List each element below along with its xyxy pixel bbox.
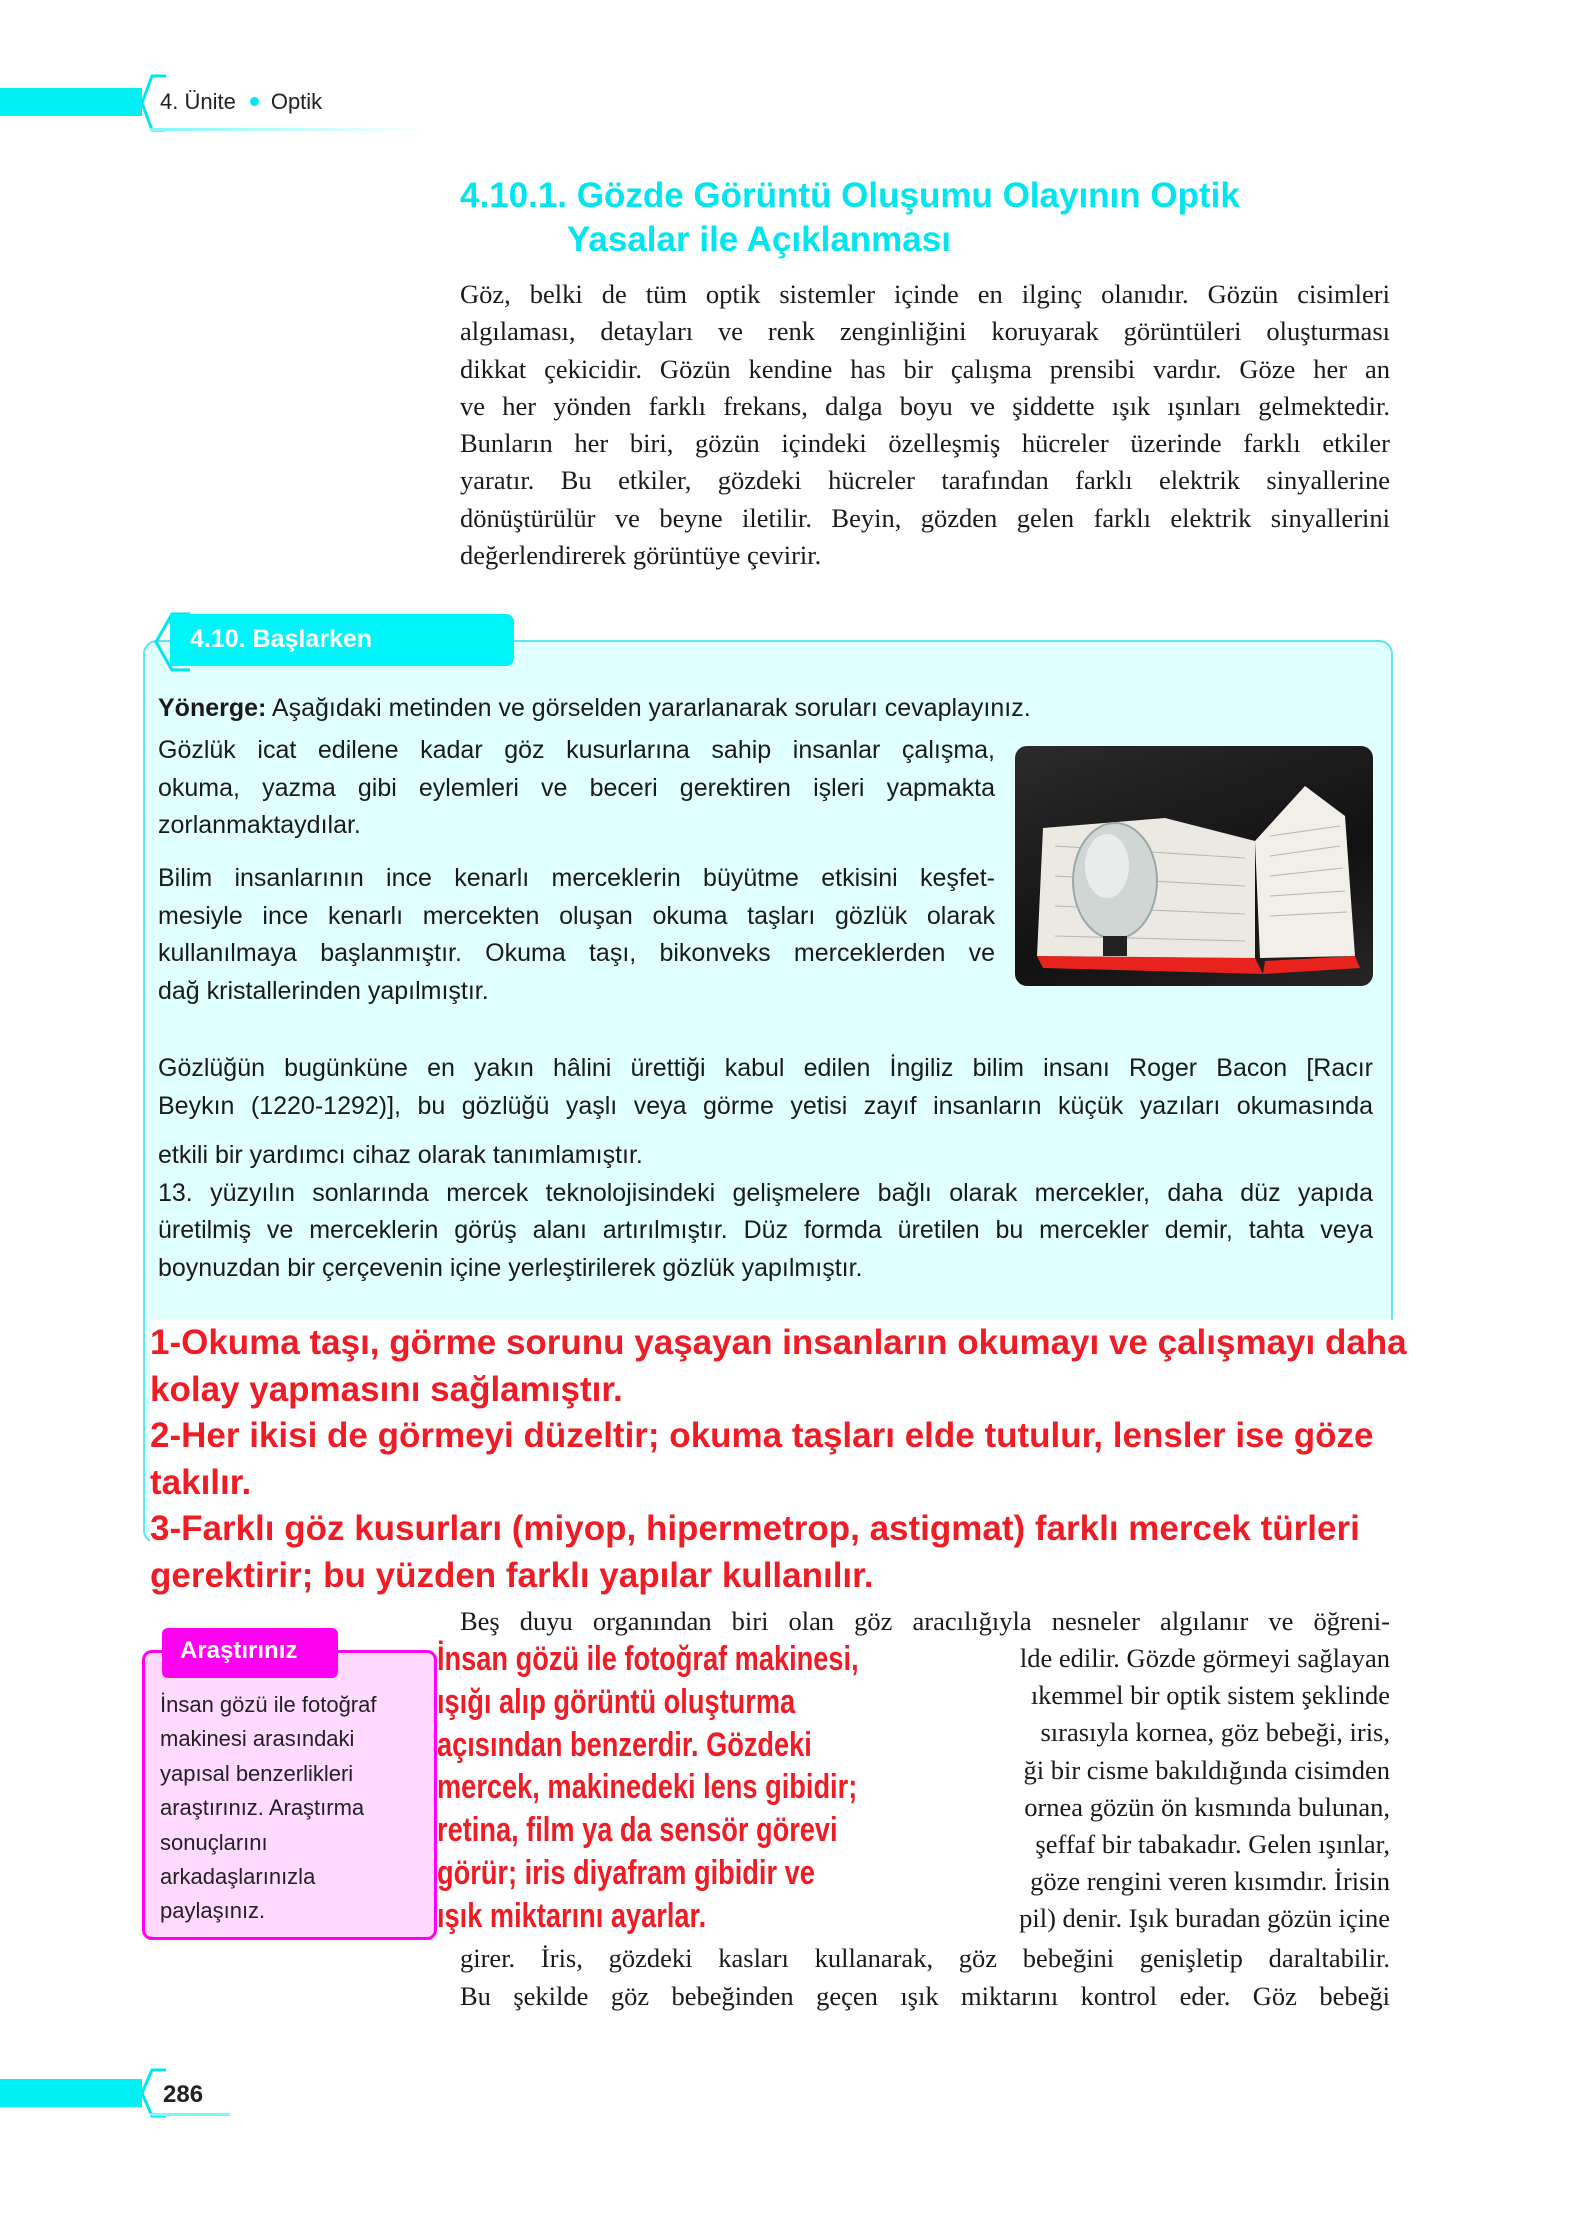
title-line: Yasalar ile Açıklanması	[567, 220, 951, 259]
body-text	[460, 1940, 1390, 2015]
footer-accent-bar	[0, 2079, 142, 2107]
answers-overlay	[150, 1320, 1450, 1595]
text-line: arkadaşlarınızla	[160, 1864, 316, 1890]
answer-line: 1-Okuma taşı, görme sorunu yaşayan insanların okumayı ve çalışmayı daha	[150, 1323, 1407, 1362]
text-line: sırasıyla kornea, göz bebeği, iris,	[1040, 1717, 1390, 1748]
text-line: Bilim insanlarının ince kenarlı merceklerin büyütme etkisini keşfet-	[158, 864, 995, 892]
text-line: Göz, belki de tüm optik sistemler içinde en ilginç olanıdır. Gözün cisimleri	[460, 279, 1390, 309]
answer-line: retina, film ya da sensör görevi	[437, 1811, 838, 1850]
text-line: algılaması, detayları ve renk zenginliğini koruyarak görüntüleri oluşturması	[460, 316, 1390, 347]
breadcrumb-unit: 4. Ünite	[160, 89, 236, 114]
text-line: dikkat çekicidir. Gözün kendine has bir çalışma prensibi vardır. Göze her an	[460, 353, 1390, 384]
text-line: dağ kristallerinden yapılmıştır.	[158, 976, 489, 1005]
text-line: yapısal benzerlikleri	[160, 1760, 354, 1786]
answer-line: takılır.	[150, 1462, 252, 1502]
intro-paragraph	[460, 276, 1390, 574]
answer-line: ışık miktarını ayarlar.	[437, 1896, 707, 1935]
text-line: ornea gözün ön kısmında bulunan,	[1024, 1791, 1390, 1822]
starter-paragraph	[158, 1050, 1373, 1287]
answer-line: mercek, makinedeki lens gibidir;	[437, 1768, 858, 1807]
research-tab-label: Araştırınız	[180, 1637, 298, 1664]
text-line: üretilmiş ve merceklerin görüş alanı artırılmıştır. Düz formda üretilen bu mercekler demir, tahta veya	[158, 1216, 1373, 1244]
answer-line: görür; iris diyafram gibidir ve	[437, 1853, 815, 1892]
text-line: lde edilir. Gözde görmeyi sağlayan	[1019, 1643, 1390, 1673]
text-line: zorlanmaktaydılar.	[158, 811, 361, 839]
text-line: şeffaf bir tabakadır. Gelen ışınlar,	[1035, 1829, 1390, 1860]
directive-text: Aşağıdaki metinden ve görselden yararlanarak soruları cevaplayınız.	[266, 694, 1031, 722]
text-line: dönüştürülür ve beyne iletilir. Beyin, gözden gelen farklı elektrik sinyallerini	[460, 502, 1390, 533]
answer-line: açısından benzerdir. Gözdeki	[437, 1725, 812, 1764]
text-line: yaratır. Bu etkiler, gözdeki hücreler tarafından farklı elektrik sinyallerine	[460, 465, 1390, 496]
section-title	[460, 174, 1240, 262]
text-line: araştırınız. Araştırma	[160, 1795, 365, 1821]
footer-underline	[150, 2113, 230, 2116]
text-line: göze rengini veren kısımdır. İrisin	[1030, 1866, 1390, 1897]
breadcrumb-topic: Optik	[270, 89, 323, 114]
text-line: Bu şekilde göz bebeğinden geçen ışık miktarını kontrol eder. Göz bebeği	[460, 1980, 1390, 2011]
text-line: girer. İris, gözdeki kasları kullanarak, göz bebeğini genişletip daraltabilir.	[460, 1943, 1390, 1973]
starter-paragraph	[158, 860, 995, 1010]
page-number: 286	[163, 2081, 204, 2108]
text-line: 13. yüzyılın sonlarında mercek teknolojisindeki gelişmelere bağlı olarak mercekler, daha düz yapıda	[158, 1178, 1373, 1207]
text-line: İnsan gözü ile fotoğraf	[160, 1692, 377, 1717]
text-line: boynuzdan bir çerçevenin içine yerleştirilerek gözlük yapılmıştır.	[158, 1253, 863, 1282]
directive-label: Yönerge:	[158, 694, 267, 722]
text-line: ve her yönden farklı frekans, dalga boyu ve şiddette ışık ışınları gelmektedir.	[460, 390, 1390, 421]
starter-paragraph	[158, 732, 995, 845]
text-line: sonuçlarını	[160, 1829, 268, 1855]
text-line: Bunların her biri, gözün içindeki özelleşmiş hücreler üzerinde farklı etkiler	[460, 428, 1390, 459]
answer-line: 3-Farklı göz kusurları (miyop, hipermetrop, astigmat) farklı mercek türleri	[150, 1509, 1360, 1548]
research-text	[160, 1688, 376, 1929]
text-line: ıkemmel bir optik sistem şeklinde	[1030, 1680, 1390, 1711]
breadcrumb	[160, 89, 322, 115]
answer-line: 2-Her ikisi de görmeyi düzeltir; okuma taşları elde tutulur, lensler ise göze	[150, 1416, 1374, 1455]
text-line: pil) denir. Işık buradan gözün içine	[1019, 1903, 1390, 1934]
text-line: kullanılmaya başlanmıştır. Okuma taşı, bikonveks merceklerden ve	[158, 939, 995, 967]
starter-tab-label: 4.10. Başlarken	[190, 625, 373, 653]
text-line: Beykın (1220-1292)], bu gözlüğü yaşlı veya görme yetisi zayıf insanların küçük yazıları okumasında	[158, 1091, 1373, 1120]
header-underline	[150, 128, 430, 131]
body-text-fragments	[960, 1640, 1390, 1938]
header-accent-bar	[0, 88, 142, 116]
reading-stone-book-photo	[1015, 746, 1373, 986]
text-line: Gözlüğün bugünküne en yakın hâlini ürettiği kabul edilen İngiliz bilim insanı Roger Bacon [Racır	[158, 1054, 1373, 1082]
text-line: değerlendirerek görüntüye çevirir.	[460, 540, 822, 571]
body-text-line: Beş duyu organından biri olan göz aracılığıyla nesneler algılanır ve öğreni-	[460, 1606, 1390, 1636]
directive	[158, 690, 1031, 728]
answer-line: kolay yapmasını sağlamıştır.	[150, 1369, 623, 1409]
answer-line: gerektirir; bu yüzden farklı yapılar kullanılır.	[150, 1555, 874, 1595]
book-illustration	[1015, 746, 1373, 986]
answer-line: ışığı alıp görüntü oluşturma	[437, 1682, 796, 1721]
answer-overlay-2	[437, 1638, 957, 1938]
bullet-icon	[250, 97, 259, 106]
text-line: makinesi arasındaki	[160, 1726, 355, 1752]
text-line: okuma, yazma gibi eylemleri ve beceri gerektiren işleri yapmakta	[158, 773, 995, 802]
text-line: Gözlük icat edilene kadar göz kusurlarına sahip insanlar çalışma,	[158, 736, 995, 764]
answer-line: İnsan gözü ile fotoğraf makinesi,	[437, 1640, 859, 1678]
text-line: paylaşınız.	[160, 1898, 266, 1924]
text-line: mesiyle ince kenarlı mercekten oluşan okuma taşları gözlük olarak	[158, 901, 995, 930]
title-line: 4.10.1. Gözde Görüntü Oluşumu Olayının Optik	[460, 176, 1240, 215]
text-line: ği bir cisme bakıldığında cisimden	[1023, 1754, 1390, 1785]
text-line: etkili bir yardımcı cihaz olarak tanımlamıştır.	[158, 1141, 643, 1169]
